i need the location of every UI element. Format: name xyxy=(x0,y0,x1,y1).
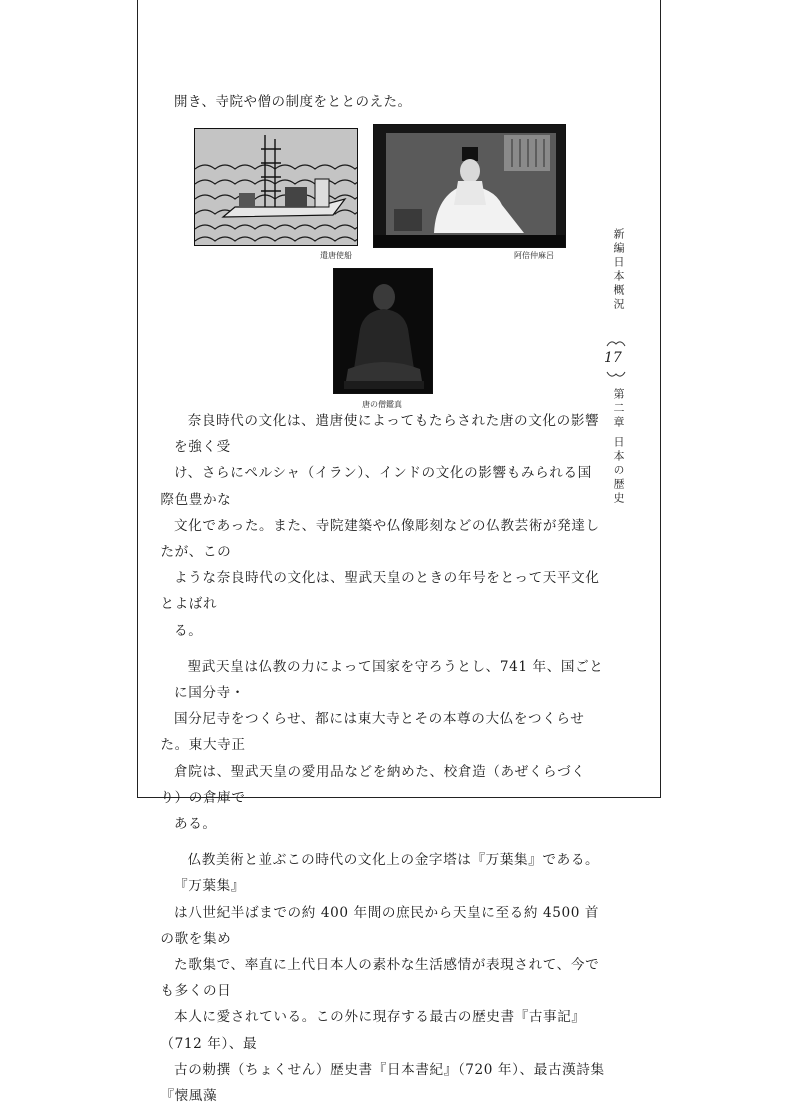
chapter-label: 第二章 xyxy=(612,388,625,430)
body-text xyxy=(160,408,606,1109)
abe-portrait xyxy=(373,124,566,248)
book-title: 新編日本概況 xyxy=(612,228,625,312)
text-line: る。 xyxy=(174,622,203,639)
text-line: 古の勅撰（ちょくせん）歴史書『日本書紀』（720 年）、最古漢詩集『懐風藻 xyxy=(160,1061,605,1105)
text-line: ある。 xyxy=(174,816,217,833)
abe-caption: 阿倍仲麻呂 xyxy=(514,251,554,260)
ganjin-drawing xyxy=(334,269,433,394)
paragraph-3 xyxy=(160,847,606,1109)
lead-line: 開き、寺院や僧の制度をととのえた。 xyxy=(174,94,412,110)
paragraph-1 xyxy=(160,408,606,644)
ganjin-caption: 唐の僧鑑真 xyxy=(362,400,402,409)
text-line: 聖武天皇は仏教の力によって国家を守ろうとし、741 年、国ごとに国分寺・ xyxy=(174,658,604,702)
text-line: 文化であった。また、寺院建築や仏像彫刻などの仏教芸術が発達したが、この xyxy=(160,517,600,561)
text-line: は八世紀半ばまでの約 400 年間の庶民から天皇に至る約 4500 首の歌を集め xyxy=(160,904,600,947)
page-number: 17 xyxy=(604,350,622,366)
ganjin-statue xyxy=(333,268,433,394)
ship-caption: 遣唐使船 xyxy=(320,251,352,260)
text-line: け、さらにペルシャ（イラン）、インドの文化の影響もみられる国際色豊かな xyxy=(160,465,592,508)
text-line: 仏教美術と並ぶこの時代の文化上の金字塔は『万葉集』である。『万葉集』 xyxy=(174,852,600,895)
chapter-title: 日本の歴史 xyxy=(612,436,625,506)
text-line: ような奈良時代の文化は、聖武天皇のときの年号をとって天平文化とよばれ xyxy=(160,570,600,613)
text-line: 国分尼寺をつくらせ、都には東大寺とその本尊の大仏をつくらせた。東大寺正 xyxy=(160,711,585,754)
ship-illustration xyxy=(194,128,358,246)
text-line: 倉院は、聖武天皇の愛用品などを納めた、校倉造（あぜくらづくり）の倉庫で xyxy=(160,763,586,806)
text-line: 奈良時代の文化は、遣唐使によってもたらされた唐の文化の影響を強く受 xyxy=(174,413,600,456)
abe-drawing xyxy=(374,125,566,248)
ornament-icon xyxy=(606,338,626,348)
ship-drawing xyxy=(195,129,358,246)
ornament-icon xyxy=(606,370,626,380)
text-line: た歌集で、率直に上代日本人の素朴な生活感情が表現されて、今でも多くの日 xyxy=(160,957,600,1000)
paragraph-2 xyxy=(160,654,606,837)
text-line: 本人に愛されている。この外に現存する最古の歴史書『古事記』（712 年）、最 xyxy=(160,1009,586,1052)
